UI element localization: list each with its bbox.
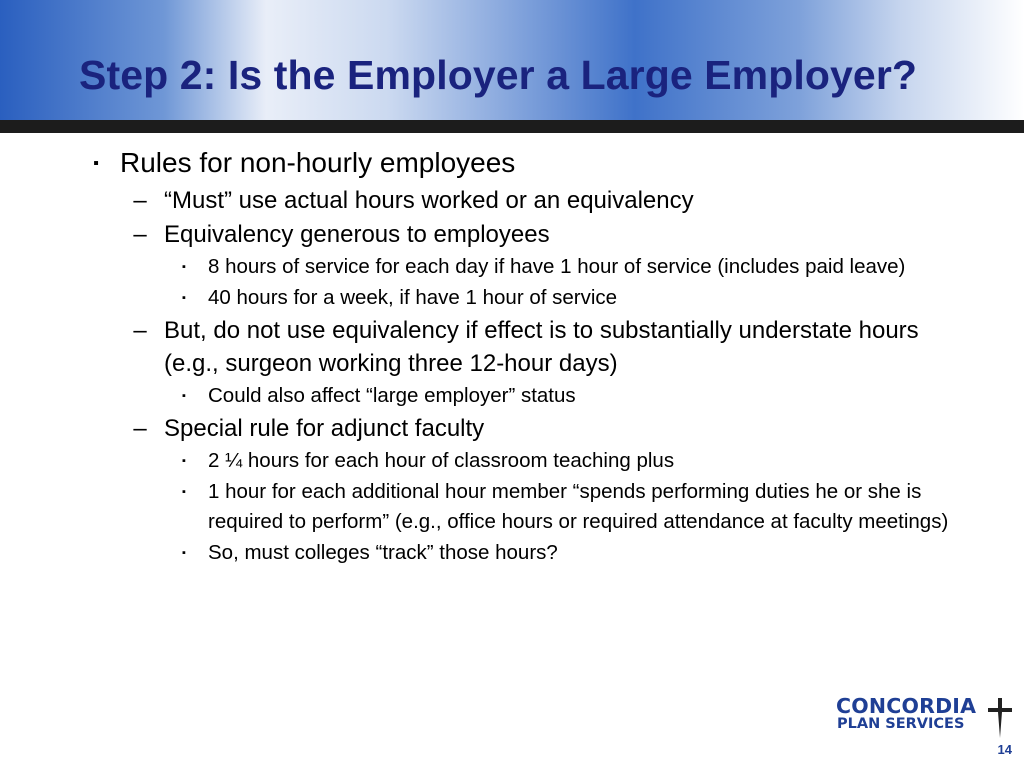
bullet-text: 1 hour for each additional hour member “spends performing duties he or she is required to perform” (e.g., office hours or required attendance at faculty meetings) bbox=[208, 480, 949, 533]
bullet-text: Equivalency generous to employees bbox=[164, 221, 550, 248]
bullet-item bbox=[86, 412, 976, 445]
square-bullet-icon: ▪ bbox=[93, 155, 99, 172]
bullet-item bbox=[86, 446, 976, 476]
square-bullet-icon: ▪ bbox=[182, 547, 186, 559]
bullet-text: 2 ¼ hours for each hour of classroom teaching plus bbox=[208, 449, 675, 472]
concordia-logo bbox=[836, 694, 1016, 742]
bullet-text: 40 hours for a week, if have 1 hour of service bbox=[208, 286, 618, 309]
bullet-item bbox=[86, 381, 976, 411]
bullet-text: But, do not use equivalency if effect is to substantially understate hours (e.g., surgeon working three 12-hour days) bbox=[164, 317, 919, 377]
title-rule bbox=[0, 120, 1024, 133]
square-bullet-icon: ▪ bbox=[182, 455, 186, 467]
logo-text-line2: PLAN SERVICES bbox=[837, 716, 965, 732]
bullet-item bbox=[86, 314, 976, 380]
bullet-item bbox=[86, 184, 976, 217]
bullet-item bbox=[86, 252, 976, 282]
bullet-text: 8 hours of service for each day if have 1 hour of service (includes paid leave) bbox=[208, 255, 906, 278]
page-number: 14 bbox=[997, 742, 1012, 757]
bullet-item bbox=[86, 538, 976, 568]
bullet-item bbox=[86, 477, 976, 537]
bullet-text: Rules for non-hourly employees bbox=[120, 147, 516, 178]
dash-bullet-icon: – bbox=[133, 415, 147, 442]
square-bullet-icon: ▪ bbox=[182, 486, 186, 498]
bullet-text: Special rule for adjunct faculty bbox=[164, 415, 485, 442]
cross-icon bbox=[986, 696, 1014, 740]
bullet-item bbox=[86, 283, 976, 313]
dash-bullet-icon: – bbox=[133, 187, 147, 214]
bullet-text: So, must colleges “track” those hours? bbox=[208, 541, 558, 564]
bullet-item bbox=[86, 146, 976, 180]
bullet-list bbox=[86, 146, 976, 569]
dash-bullet-icon: – bbox=[133, 221, 147, 248]
bullet-item bbox=[86, 218, 976, 251]
square-bullet-icon: ▪ bbox=[182, 390, 186, 402]
square-bullet-icon: ▪ bbox=[182, 261, 186, 273]
bullet-text: Could also affect “large employer” status bbox=[208, 384, 576, 407]
square-bullet-icon: ▪ bbox=[182, 292, 186, 304]
bullet-text: “Must” use actual hours worked or an equivalency bbox=[164, 187, 694, 214]
logo-text-line1: CONCORDIA bbox=[836, 694, 977, 718]
slide-title: Step 2: Is the Employer a Large Employer? bbox=[79, 52, 918, 98]
dash-bullet-icon: – bbox=[133, 317, 147, 344]
